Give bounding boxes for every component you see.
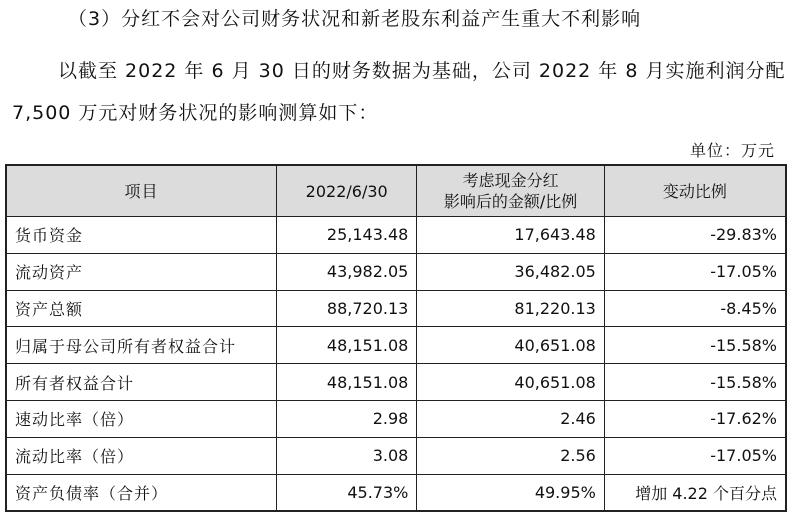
cell-date: 88,720.13 [277,290,417,327]
cell-after: 17,643.48 [417,217,604,254]
cell-date: 48,151.08 [277,327,417,364]
unit-label: 单位：万元 [689,141,775,160]
cell-date: 2.98 [277,400,417,437]
header-after-dividend [417,165,604,217]
table-row [6,437,786,474]
cell-after: 40,651.08 [417,364,604,401]
cell-item: 流动资产 [6,253,277,290]
cell-change: 增加 4.22 个百分点 [604,474,786,511]
table-row [6,327,786,364]
table-row [6,290,786,327]
cell-date: 3.08 [277,437,417,474]
section-heading: （3）分红不会对公司财务状况和新老股东利益产生重大不利影响 [68,8,642,30]
body-paragraph-text: 以截至 2022 年 6 月 30 日的财务数据为基础，公司 2022 年 8 月实施利润分配 7,500 万元对财务状况的影响测算如下： [12,60,786,124]
cell-after: 2.46 [417,400,604,437]
cell-item: 所有者权益合计 [6,364,277,401]
financial-impact-table [5,164,787,512]
cell-date: 45.73% [277,474,417,511]
header-after-line2: 影响后的金额/比例 [443,192,578,211]
cell-item: 归属于母公司所有者权益合计 [6,327,277,364]
header-change: 变动比例 [604,165,786,217]
cell-change: -8.45% [604,290,786,327]
header-date: 2022/6/30 [277,165,417,217]
body-paragraph [12,50,787,134]
table-row [6,364,786,401]
cell-change: -15.58% [604,364,786,401]
cell-date: 43,982.05 [277,253,417,290]
table-header-row [6,165,786,217]
cell-change: -17.62% [604,400,786,437]
cell-after: 81,220.13 [417,290,604,327]
cell-item: 货币资金 [6,217,277,254]
cell-item: 速动比率（倍） [6,400,277,437]
cell-date: 25,143.48 [277,217,417,254]
table-row [6,400,786,437]
cell-change: -29.83% [604,217,786,254]
cell-date: 48,151.08 [277,364,417,401]
cell-item: 资产负债率（合并） [6,474,277,511]
table-row [6,217,786,254]
cell-after: 2.56 [417,437,604,474]
cell-after: 49.95% [417,474,604,511]
cell-change: -17.05% [604,253,786,290]
cell-item: 流动比率（倍） [6,437,277,474]
header-item: 项目 [6,165,277,217]
cell-change: -17.05% [604,437,786,474]
cell-item: 资产总额 [6,290,277,327]
header-after-line1: 考虑现金分红 [462,171,559,190]
cell-change: -15.58% [604,327,786,364]
table-row [6,474,786,511]
table-row [6,253,786,290]
cell-after: 40,651.08 [417,327,604,364]
cell-after: 36,482.05 [417,253,604,290]
